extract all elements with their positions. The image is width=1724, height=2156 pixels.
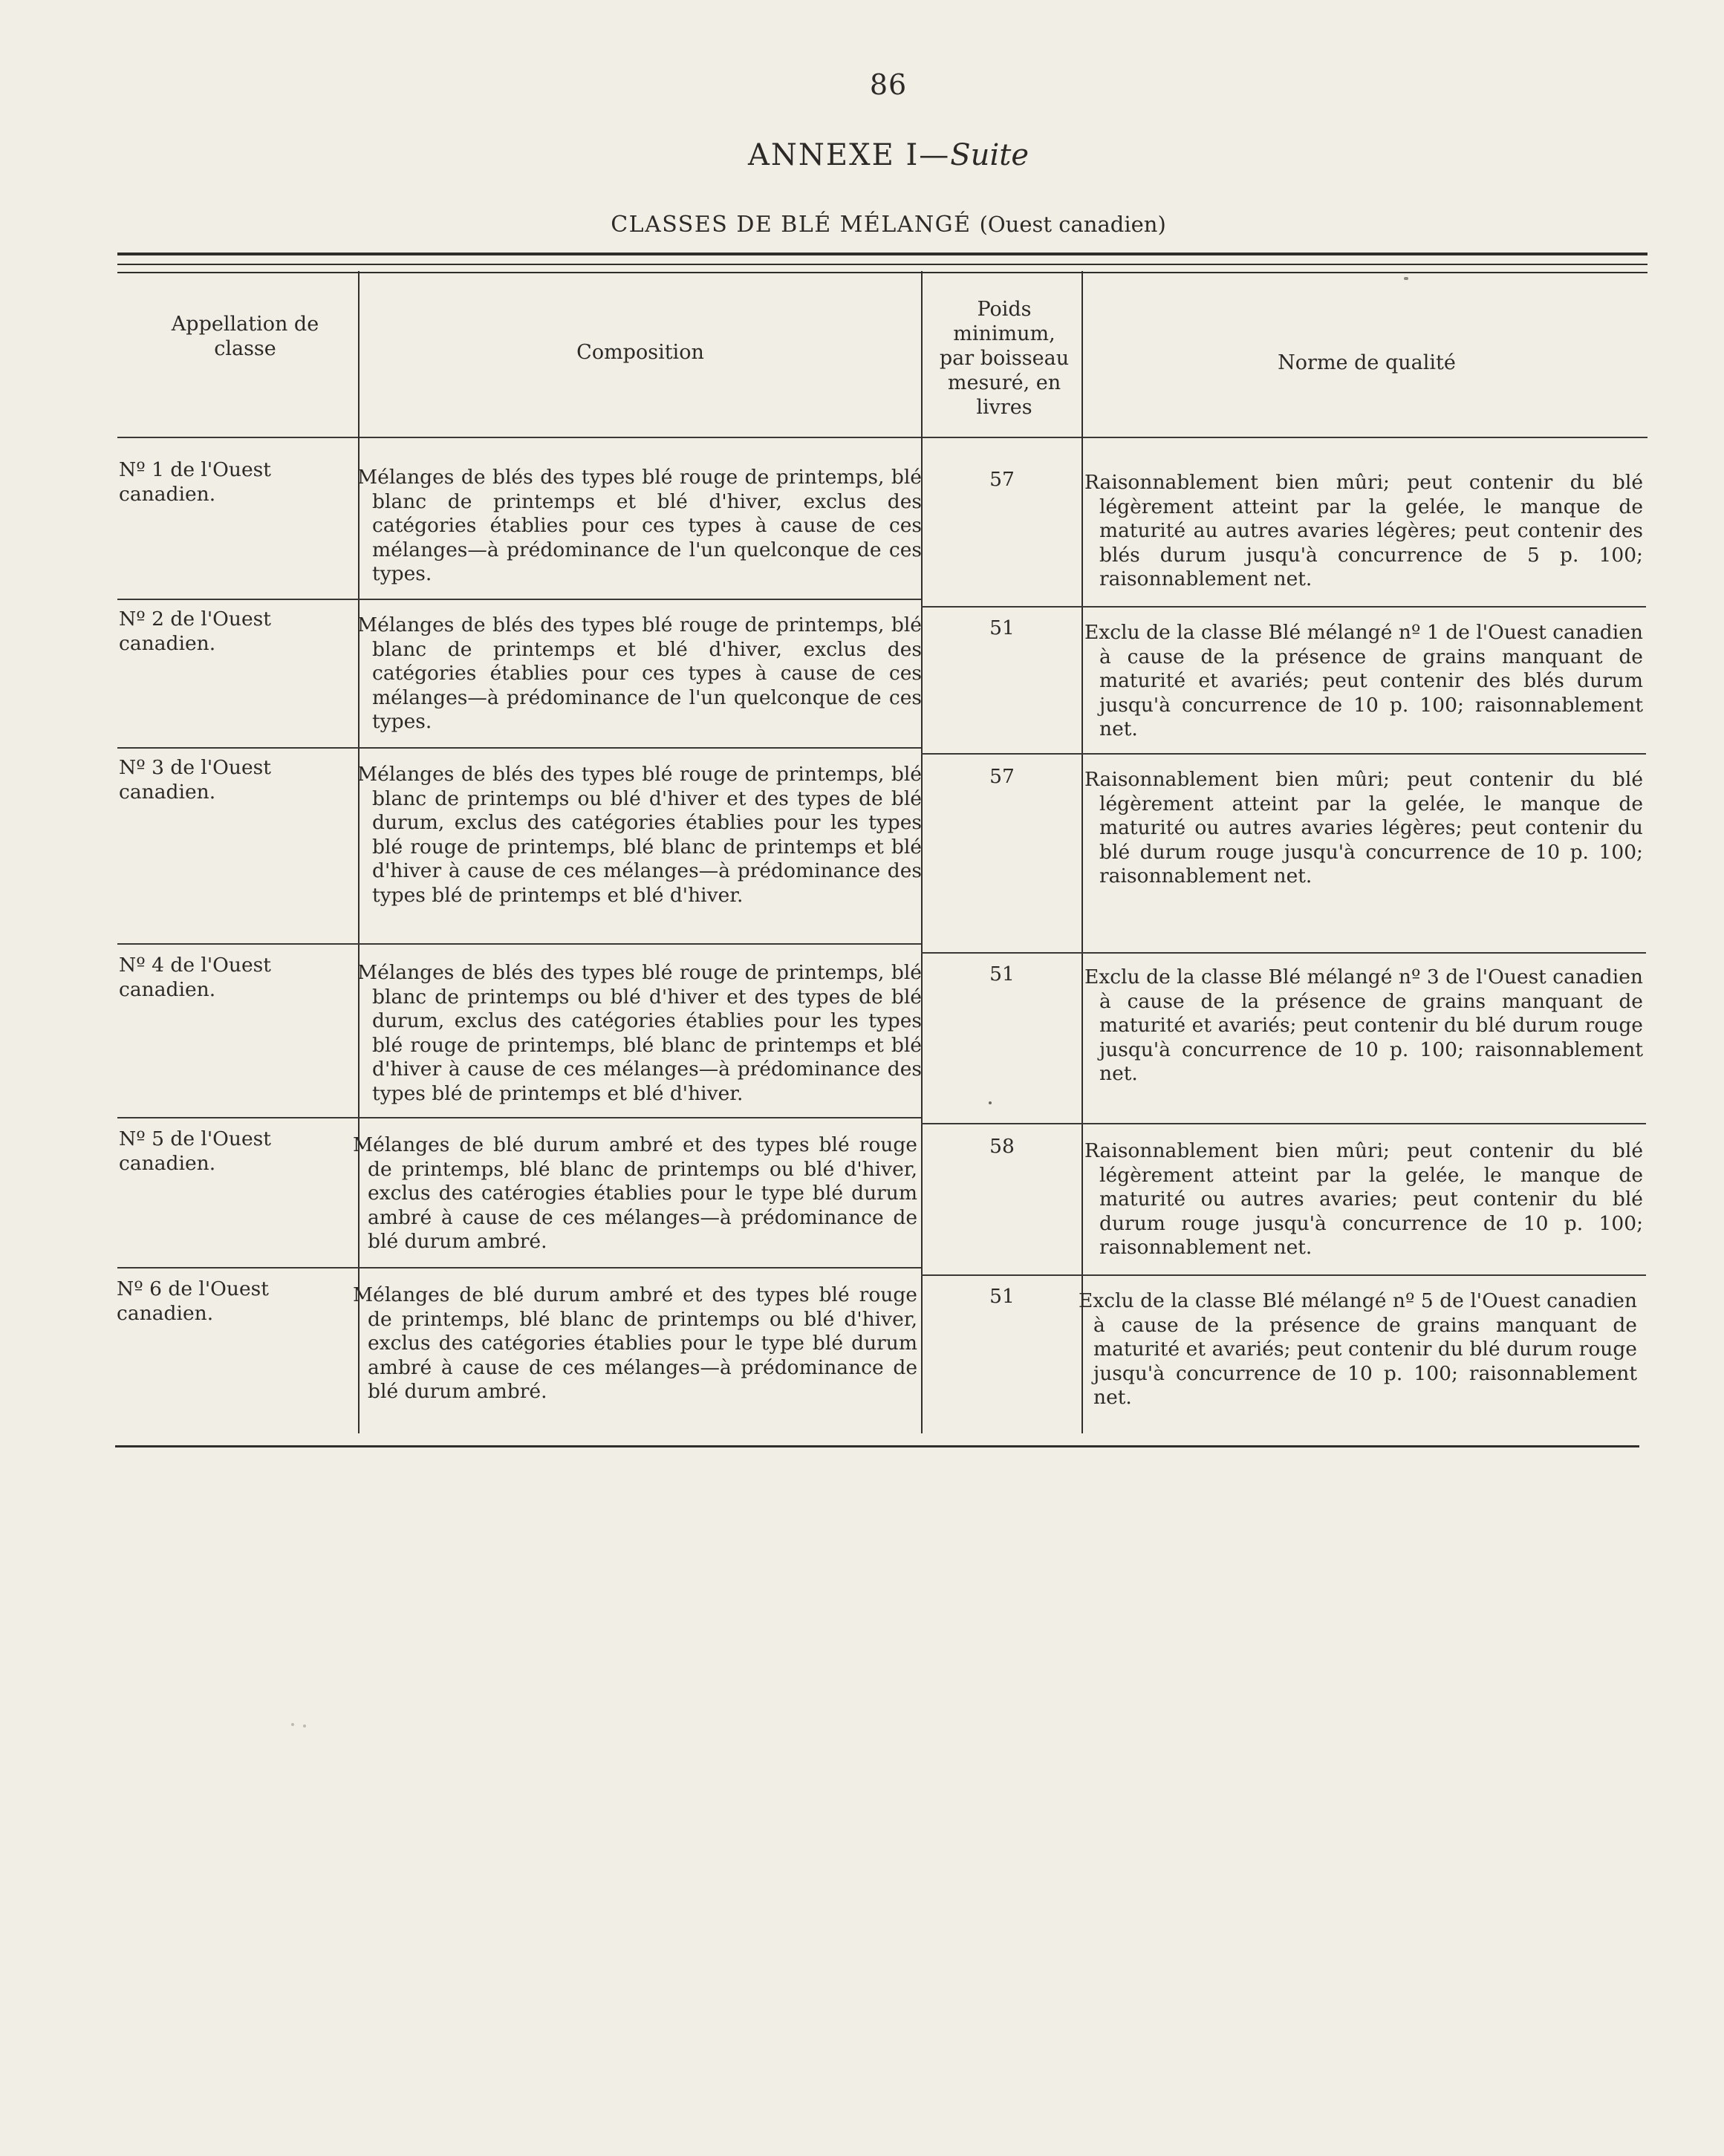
page-number: 86: [869, 68, 908, 101]
table-row-2-class: Nº 2 de l'Ouest canadien.: [119, 608, 271, 655]
table-row-5-weight: 58: [989, 1135, 1015, 1158]
table-row-6-weight: 51: [989, 1285, 1015, 1308]
row-separator-2b: [921, 753, 1646, 755]
header-weight: Poids minimum, par boisseau mesuré, en livres: [939, 298, 1070, 419]
row-separator-3b: [921, 952, 1646, 954]
row-separator-3: [117, 943, 921, 945]
table-row-3-composition: Mélanges de blés des types blé rouge de printemps, blé blanc de printemps ou blé d'hiver et des types de blé durum, exclus des catégories établies pour les types blé rouge de printemps, blé blanc de printemps et blé d'hiver à cause de ces mélanges—à prédominance des types blé de printemps et blé d'hiver.: [357, 763, 922, 907]
table-top-rule-thin-2: [117, 272, 1647, 273]
header-composition: Composition: [576, 341, 704, 364]
table-row-5-class: Nº 5 de l'Ouest canadien.: [119, 1127, 271, 1175]
row-separator-4b: [921, 1123, 1646, 1124]
table-row-1-composition: Mélanges de blés des types blé rouge de printemps, blé blanc de printemps et blé d'hiver, exclus des catégories établies pour ces types à cause de ces mélanges—à prédominance de l'un quelconque de ces types.: [357, 466, 922, 585]
header-norm: Norme de qualité: [1278, 351, 1456, 374]
row-separator-2: [117, 747, 921, 749]
page-speck-2: [291, 1723, 294, 1726]
row-separator-5: [117, 1267, 921, 1268]
annex-title: [0, 138, 1724, 172]
annex-title-suite: Suite: [950, 138, 1029, 172]
table-row-3-weight: 57: [989, 765, 1015, 788]
page-speck-3: [303, 1725, 306, 1727]
row-separator-4: [117, 1117, 921, 1118]
table-row-1-class: Nº 1 de l'Ouest canadien.: [119, 458, 271, 506]
annex-title-dash: —: [919, 138, 951, 172]
table-row-5-norm: Raisonnablement bien mûri; peut contenir du blé légèrement atteint par la gelée, le manque de maturité ou autres avaries; peut contenir du blé durum rouge jusqu'à concurrence de 10 p. 100; raisonnablement net.: [1084, 1139, 1643, 1259]
page-speck-4: [989, 1101, 992, 1104]
table-row-2-norm: Exclu de la classe Blé mélangé nº 1 de l'Ouest canadien à cause de la présence de grains manquant de maturité et avariés; peut contenir des blés durum jusqu'à concurrence de 10 p. 100; raisonnablement net.: [1084, 621, 1643, 740]
table-row-4-composition: Mélanges de blés des types blé rouge de printemps, blé blanc de printemps ou blé d'hiver et des types de blé durum, exclus des catégories établies pour les types blé rouge de printemps, blé blanc de printemps et blé d'hiver à cause de ces mélanges—à prédominance des types blé de printemps et blé d'hiver.: [357, 961, 922, 1105]
table-row-1-norm: Raisonnablement bien mûri; peut contenir du blé légèrement atteint par la gelée, le manque de maturité au autres avaries légères; peut contenir des blés durum jusqu'à concurrence de 5 p. 100; raisonnablement net.: [1084, 471, 1643, 590]
table-row-4-class: Nº 4 de l'Ouest canadien.: [119, 954, 271, 1001]
table-top-rule-thin: [117, 264, 1647, 265]
page-speck-1: [1404, 277, 1408, 280]
table-row-6-class: Nº 6 de l'Ouest canadien.: [117, 1277, 269, 1325]
header-separator: [117, 437, 1647, 438]
row-separator-5b: [921, 1274, 1646, 1276]
header-class-name: Appellation de classe: [171, 313, 319, 360]
annex-title-main: ANNEXE I: [748, 138, 920, 172]
table-row-4-weight: 51: [989, 963, 1015, 986]
table-row-6-composition: Mélanges de blé durum ambré et des types blé rouge de printemps, blé blanc de printemps ou blé d'hiver, exclus des catégories établies pour le type blé durum ambré à cause de ces mélanges—à prédominance de blé durum ambré.: [353, 1283, 917, 1403]
table-bottom-rule: [115, 1445, 1639, 1447]
table-row-2-weight: 51: [989, 616, 1015, 639]
table-row-2-composition: Mélanges de blés des types blé rouge de printemps, blé blanc de printemps et blé d'hiver, exclus des catégories établies pour ces types à cause de ces mélanges—à prédominance de l'un quelconque de ces types.: [357, 613, 922, 733]
table-row-5-composition: Mélanges de blé durum ambré et des types blé rouge de printemps, blé blanc de printemps ou blé d'hiver, exclus des catérogies établies pour le type blé durum ambré à cause de ces mélanges—à prédominance de blé durum ambré.: [353, 1133, 917, 1253]
table-subtitle: (Ouest canadien): [979, 212, 1166, 237]
row-separator-1: [117, 599, 921, 600]
table-row-3-norm: Raisonnablement bien mûri; peut contenir du blé légèrement atteint par la gelée, le manque de maturité ou autres avaries légères; peut contenir du blé durum rouge jusqu'à concurrence de 10 p. 100; raisonnablement net.: [1084, 768, 1643, 888]
table-row-3-class: Nº 3 de l'Ouest canadien.: [119, 756, 271, 804]
table-title-main: CLASSES DE BLÉ MÉLANGÉ: [611, 212, 972, 238]
table-row-1-weight: 57: [989, 468, 1015, 491]
column-divider-3: [1081, 271, 1083, 1433]
table-top-rule-thick: [117, 253, 1647, 255]
table-row-6-norm: Exclu de la classe Blé mélangé nº 5 de l'Ouest canadien à cause de la présence de grains manquant de maturité et avariés; peut contenir du blé durum rouge jusqu'à concurrence de 10 p. 100; raisonnablement net.: [1079, 1289, 1637, 1409]
row-separator-1b: [921, 606, 1646, 608]
table-title: [0, 212, 1724, 238]
table-row-4-norm: Exclu de la classe Blé mélangé nº 3 de l'Ouest canadien à cause de la présence de grains manquant de maturité et avariés; peut contenir du blé durum rouge jusqu'à concurrence de 10 p. 100; raisonnablement net.: [1084, 965, 1643, 1085]
